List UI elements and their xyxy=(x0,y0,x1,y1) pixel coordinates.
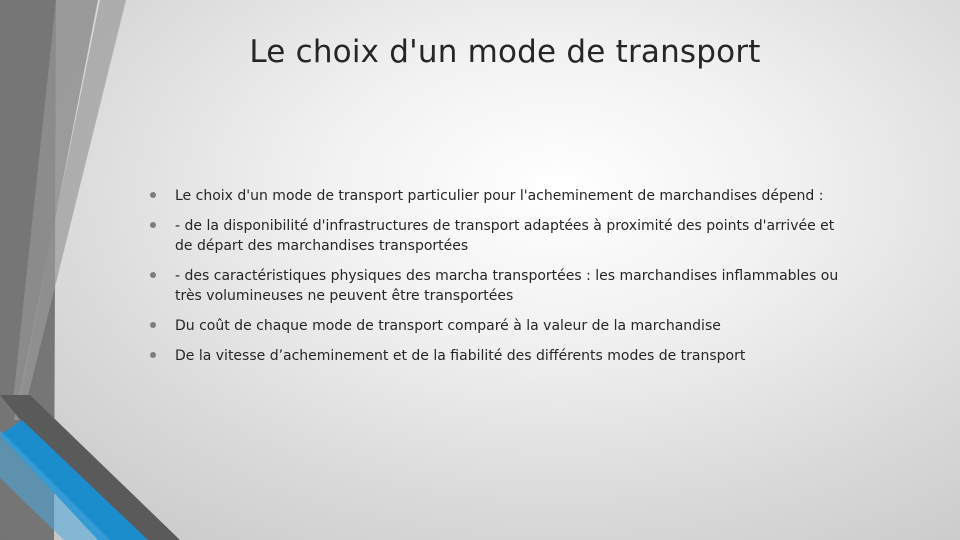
bullet-text: - de la disponibilité d'infrastructures de transport adaptées à proximité des points d'arrivée et de départ des marchandises transportées xyxy=(175,218,835,254)
bullet-text: Le choix d'un mode de transport particulier pour l'acheminement de marchandises dépend : xyxy=(175,188,824,204)
bullet-dot-icon xyxy=(150,222,156,228)
bullet-dot-icon xyxy=(150,192,156,198)
bullet-text: De la vitesse d’acheminement et de la fiabilité des différents modes de transport xyxy=(175,348,746,364)
bullet-text: - des caractéristiques physiques des marcha transportées : les marchandises inflammables ou très volumineuses ne peuvent être transportées xyxy=(175,268,839,304)
bullet-item xyxy=(150,186,840,206)
bullet-list xyxy=(150,186,840,366)
bullet-item xyxy=(150,266,840,306)
slide-title: Le choix d'un mode de transport xyxy=(249,34,761,70)
bullet-dot-icon xyxy=(150,322,156,328)
bullet-dot-icon xyxy=(150,352,156,358)
bullet-item xyxy=(150,316,840,336)
bullet-dot-icon xyxy=(150,272,156,278)
bullet-text: Du coût de chaque mode de transport comparé à la valeur de la marchandise xyxy=(175,318,721,334)
bullet-item xyxy=(150,216,840,256)
bullet-item xyxy=(150,346,840,366)
